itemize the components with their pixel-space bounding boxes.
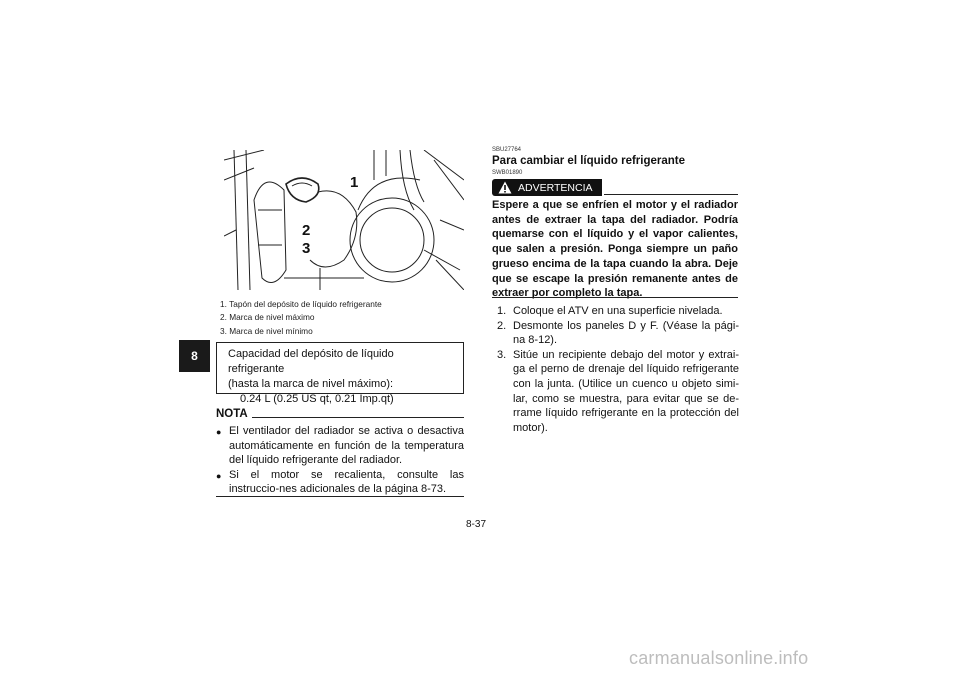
nota-title: NOTA (216, 408, 248, 420)
step-text: Sitúe un recipiente debajo del motor y extrai-ga el perno de drenaje del líquido refrigerante con la junta. (Utilice un cuenco u objeto simi-lar, como se muestra, para evitar que se de-rrame líquido refrigerante en la protección del motor). (513, 348, 739, 434)
nota-item-text: Si el motor se recalienta, consulte las instruccio-nes adicionales de la página 8-73. (229, 468, 464, 495)
warning-code: SWB01890 (492, 170, 523, 176)
legend-item: 1. Tapón del depósito de líquido refrigerante (220, 299, 382, 309)
figure-legend (220, 298, 466, 338)
warning-triangle-icon (498, 181, 512, 194)
warning-header (492, 178, 738, 196)
coolant-reservoir-illustration (224, 150, 464, 290)
watermark: carmanualsonline.info (629, 648, 809, 668)
legend-item: 3. Marca de nivel mínimo (220, 325, 313, 336)
list-item (497, 304, 739, 319)
step-number: 1. (497, 305, 507, 317)
warning-label: ADVERTENCIA (518, 181, 593, 194)
warning-divider (604, 194, 738, 195)
nota-divider (252, 417, 464, 418)
section-title: Para cambiar el líquido refrigerante (492, 155, 686, 167)
step-text: Desmonte los paneles D y F. (Véase la pági-na 8-12). (513, 319, 739, 347)
capacity-note: (hasta la marca de nivel máximo): (228, 378, 394, 390)
list-item (497, 319, 739, 348)
nota-item (216, 468, 464, 497)
page-number: 8-37 (466, 519, 487, 530)
step-number: 2. (497, 319, 507, 332)
callout-2: 2 (302, 222, 311, 239)
warning-text: Espere a que se enfríen el motor y el radiador antes de extraer la tapa del radiador. Podría quemarse con el líquido y el vapor calientes, que salen a presión. Ponga siempre un paño grueso encima de la tapa cuando la abra. Deje que se escape la presión remanente antes de extraer por completo la tapa. (492, 199, 738, 300)
engine-line-drawing (224, 150, 464, 290)
steps-list (497, 304, 739, 435)
step-number: 3. (497, 348, 507, 361)
capacity-box (216, 342, 464, 405)
nota-bottom-divider (216, 496, 464, 497)
warning-badge (492, 179, 602, 196)
chapter-tab: 8 (179, 340, 210, 372)
warning-bottom-divider (492, 297, 738, 298)
step-text: Coloque el ATV en una superficie nivelada. (513, 305, 723, 317)
nota-item-text: El ventilador del radiador se activa o desactiva automáticamente en función de la temperatura del líquido refrigerante del radiador. (229, 425, 464, 466)
bullet-icon: ● (216, 470, 222, 481)
capacity-label: Capacidad del depósito de líquido refrigerante (228, 348, 394, 375)
list-item (497, 348, 739, 436)
nota-section (216, 406, 464, 497)
section-code: SBU27764 (492, 147, 522, 153)
callout-3: 3 (302, 240, 311, 257)
legend-item: 2. Marca de nivel máximo (220, 312, 315, 323)
bullet-icon: ● (216, 427, 222, 437)
capacity-value: 0.24 L (0.25 US qt, 0.21 Imp.qt) (240, 393, 394, 405)
callout-1: 1 (350, 174, 359, 191)
nota-item (216, 424, 464, 468)
